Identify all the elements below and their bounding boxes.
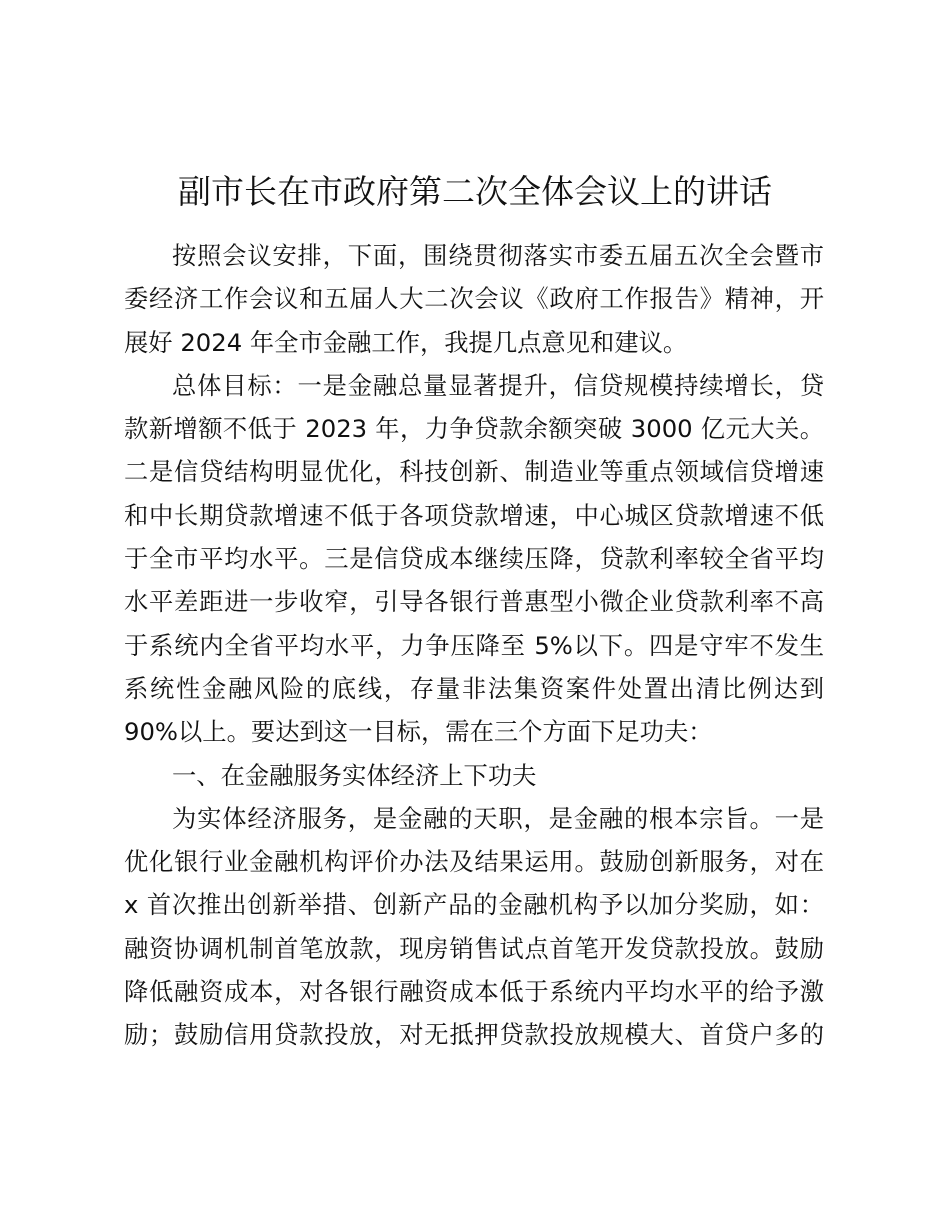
text-line: 总体目标：一是金融总量显著提升，信贷规模持续增长，贷 [172, 370, 824, 400]
text-line: 励；鼓励信用贷款投放，对无抵押贷款投放规模大、首贷户多的 [124, 1020, 824, 1050]
text-line: 展好 2024 年全市金融工作，我提几点意见和建议。 [124, 327, 688, 357]
text-line: 和中长期贷款增速不低于各项贷款增速，中心城区贷款增速不低 [124, 500, 824, 530]
text-line: 二是信贷结构明显优化，科技创新、制造业等重点领域信贷增速 [124, 457, 824, 487]
paragraph [124, 797, 824, 1057]
paragraph [124, 234, 824, 364]
text-line: 降低融资成本，对各银行融资成本低于系统内平均水平的给予激 [124, 977, 824, 1007]
text-line: 水平差距进一步收窄，引导各银行普惠型小微企业贷款利率不高 [124, 587, 824, 617]
section-heading [124, 754, 824, 797]
text-line: 委经济工作会议和五届人大二次会议《政府工作报告》精神，开 [124, 284, 824, 314]
text-line: 系统性金融风险的底线，存量非法集资案件处置出清比例达到 [124, 673, 824, 703]
paragraph [124, 364, 824, 754]
text-line: 优化银行业金融机构评价办法及结果运用。鼓励创新服务，对在 [124, 847, 824, 877]
text-line: 为实体经济服务，是金融的天职，是金融的根本宗旨。一是 [172, 803, 824, 833]
text-line: 于系统内全省平均水平，力争压降至 5%以下。四是守牢不发生 [124, 630, 824, 660]
text-line: 融资协调机制首笔放款，现房销售试点首笔开发贷款投放。鼓励 [124, 933, 824, 963]
document-body [124, 234, 824, 1057]
text-line: 90%以上。要达到这一目标，需在三个方面下足功夫： [124, 717, 713, 747]
text-line: 款新增额不低于 2023 年，力争贷款余额突破 3000 亿元大关。 [124, 414, 824, 444]
text-line: x 首次推出创新举措、创新产品的金融机构予以加分奖励，如： [124, 890, 824, 920]
text-line: 按照会议安排，下面，围绕贯彻落实市委五届五次全会暨市 [172, 241, 824, 270]
text-line: 于全市平均水平。三是信贷成本继续压降，贷款利率较全省平均 [124, 544, 824, 574]
text-line: 一、在金融服务实体经济上下功夫 [172, 760, 537, 790]
document-title: 副市长在市政府第二次全体会议上的讲话 [178, 172, 772, 211]
